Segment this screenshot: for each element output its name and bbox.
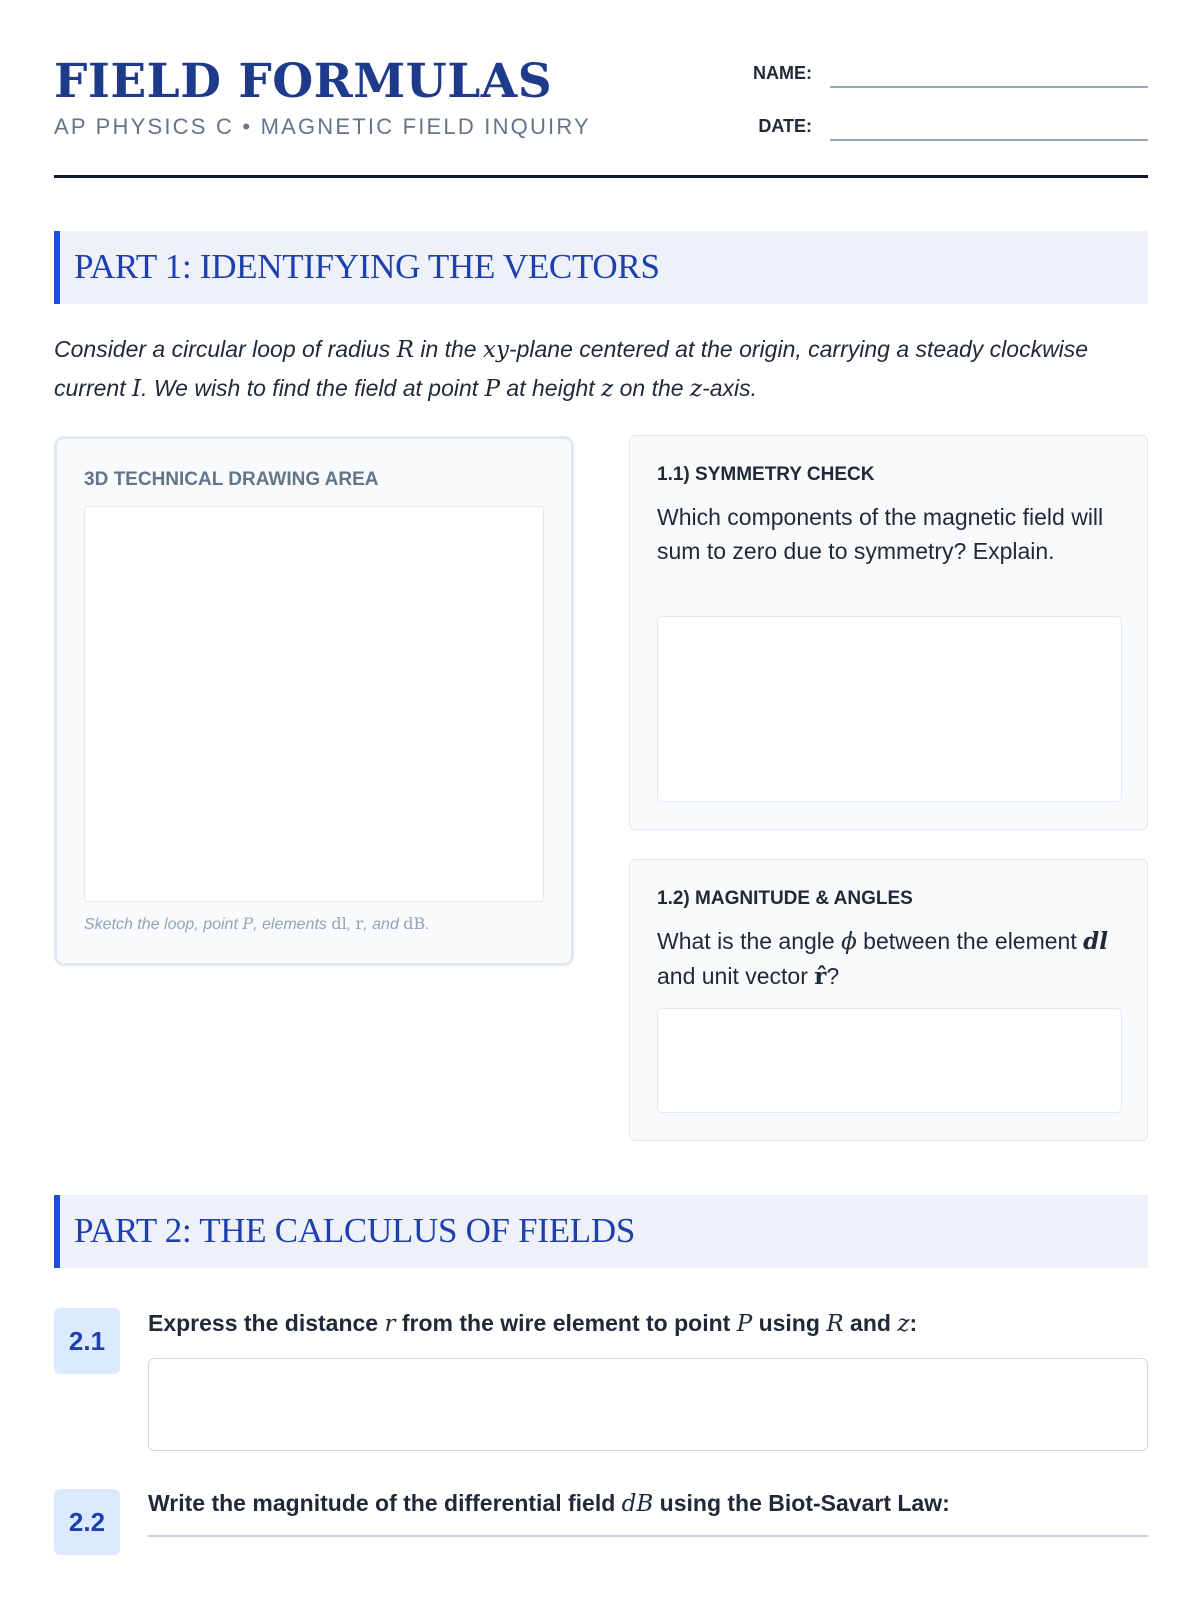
question-1-1-card (629, 435, 1148, 830)
question-2-1-answer-box[interactable] (148, 1358, 1148, 1451)
question-1-1-label: 1.1) SYMMETRY CHECK (657, 464, 875, 485)
date-field[interactable] (744, 107, 1148, 147)
question-1-2-answer-box[interactable] (657, 1008, 1122, 1113)
name-input-line[interactable] (830, 86, 1148, 88)
question-2-2-prompt: Write the magnitude of the differential field dB using the Biot-Savart Law: (148, 1490, 950, 1517)
math-z: z (601, 376, 614, 402)
drawing-area[interactable] (84, 506, 544, 902)
math-P: P (484, 376, 501, 402)
part2-heading: PART 2: THE CALCULUS OF FIELDS (74, 1211, 635, 1250)
worksheet-header (54, 54, 1148, 178)
drawing-label: 3D TECHNICAL DRAWING AREA (84, 469, 379, 490)
drawing-card (54, 436, 574, 966)
question-2-2-badge: 2.2 (54, 1489, 120, 1555)
part1-banner (54, 231, 1148, 304)
math-xy: xy (482, 337, 509, 363)
date-label: DATE: (758, 116, 812, 136)
part1-intro: Consider a circular loop of radius R in the xy-plane centered at the origin, carrying a steady clockwise current I. We wish to find the field at point P at height z on the z-axis. (54, 336, 1089, 402)
part1-heading: PART 1: IDENTIFYING THE VECTORS (74, 247, 660, 286)
math-z-axis: z (689, 376, 703, 402)
question-2-1-prompt: Express the distance r from the wire element to point P using R and z: (148, 1310, 918, 1337)
part2-banner (54, 1195, 1148, 1268)
page-title: FIELD FORMULAS (54, 54, 553, 109)
page-subtitle: AP PHYSICS C • MAGNETIC FIELD INQUIRY (54, 114, 591, 139)
question-1-1-text: Which components of the magnetic field will sum to zero due to symmetry? Explain. (657, 504, 1104, 564)
question-2-1-badge: 2.1 (54, 1308, 120, 1374)
question-1-2-text: What is the angle ϕ between the element dl and unit vector r̂? (657, 928, 1108, 990)
question-1-2-card (629, 859, 1148, 1141)
date-input-line[interactable] (830, 139, 1148, 141)
name-field[interactable] (744, 54, 1148, 94)
name-label: NAME: (753, 63, 812, 83)
math-R: R (396, 337, 414, 363)
math-I: I (131, 376, 142, 402)
question-2-2-answer-line[interactable] (148, 1535, 1148, 1537)
question-1-1-answer-box[interactable] (657, 616, 1122, 802)
drawing-caption: Sketch the loop, point P, elements dl, r, and dB. (84, 914, 430, 933)
question-1-2-label: 1.2) MAGNITUDE & ANGLES (657, 888, 913, 909)
